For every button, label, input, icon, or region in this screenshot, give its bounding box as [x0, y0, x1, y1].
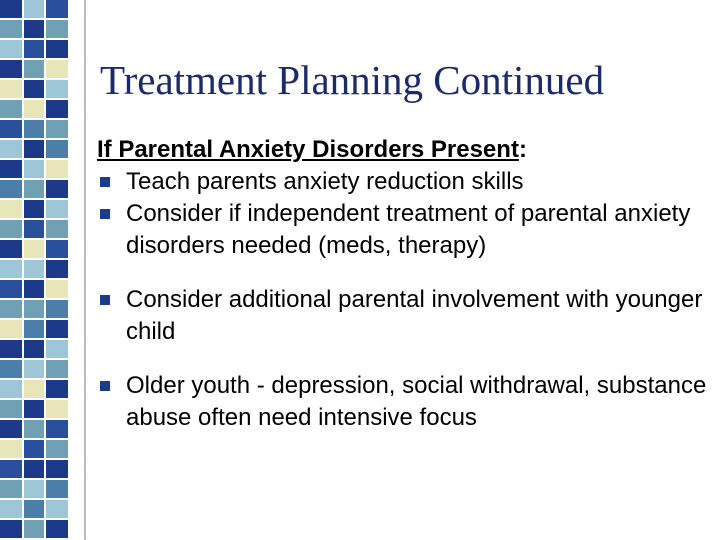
- stripe-cell: [0, 440, 22, 458]
- vertical-divider: [84, 0, 86, 540]
- stripe-cell: [24, 420, 44, 438]
- stripe-cell: [0, 280, 22, 298]
- spacer: [97, 262, 707, 284]
- stripe-cell: [24, 240, 44, 258]
- bullet-item: [97, 370, 707, 434]
- stripe-cell: [24, 320, 44, 338]
- stripe-cell: [46, 400, 68, 418]
- stripe-cell: [46, 60, 68, 78]
- bullet-item: [97, 198, 707, 262]
- stripe-cell: [0, 80, 22, 98]
- stripe-cell: [0, 320, 22, 338]
- stripe-cell: [24, 360, 44, 378]
- stripe-cell: [24, 340, 44, 358]
- stripe-cell: [24, 380, 44, 398]
- stripe-cell: [46, 100, 68, 118]
- stripe-cell: [24, 460, 44, 478]
- stripe-cell: [0, 200, 22, 218]
- stripe-column: [46, 0, 68, 540]
- stripe-cell: [46, 460, 68, 478]
- stripe-cell: [46, 0, 68, 18]
- stripe-cell: [0, 20, 22, 38]
- stripe-cell: [46, 180, 68, 198]
- stripe-cell: [24, 160, 44, 178]
- bullet-text: Consider if independent treatment of parental anxiety disorders needed (meds, therapy): [126, 200, 691, 259]
- square-bullet-icon: [100, 177, 110, 187]
- square-bullet-icon: [100, 209, 110, 219]
- stripe-cell: [0, 240, 22, 258]
- stripe-cell: [24, 300, 44, 318]
- stripe-cell: [24, 180, 44, 198]
- square-bullet-icon: [100, 295, 110, 305]
- stripe-cell: [24, 100, 44, 118]
- stripe-cell: [0, 460, 22, 478]
- stripe-cell: [46, 440, 68, 458]
- stripe-cell: [46, 380, 68, 398]
- subheading-colon: :: [518, 136, 527, 163]
- stripe-cell: [46, 420, 68, 438]
- stripe-cell: [0, 40, 22, 58]
- stripe-cell: [24, 20, 44, 38]
- stripe-cell: [24, 140, 44, 158]
- square-bullet-icon: [100, 381, 110, 391]
- stripe-cell: [0, 60, 22, 78]
- bullet-text: Older youth - depression, social withdrawal, substance abuse often need intensive focus: [126, 372, 707, 431]
- stripe-cell: [0, 120, 22, 138]
- stripe-cell: [46, 160, 68, 178]
- bullet-text: Teach parents anxiety reduction skills: [126, 168, 524, 195]
- stripe-cell: [46, 40, 68, 58]
- slide-content: [97, 134, 707, 434]
- stripe-cell: [46, 280, 68, 298]
- stripe-cell: [0, 220, 22, 238]
- stripe-cell: [46, 360, 68, 378]
- stripe-cell: [0, 500, 22, 518]
- subheading: [97, 134, 707, 166]
- stripe-cell: [0, 300, 22, 318]
- stripe-cell: [24, 260, 44, 278]
- stripe-cell: [0, 400, 22, 418]
- stripe-cell: [24, 0, 44, 18]
- stripe-cell: [0, 100, 22, 118]
- stripe-cell: [0, 380, 22, 398]
- stripe-cell: [0, 360, 22, 378]
- stripe-cell: [24, 480, 44, 498]
- stripe-cell: [46, 260, 68, 278]
- stripe-cell: [24, 440, 44, 458]
- subheading-text: If Parental Anxiety Disorders Present: [97, 136, 519, 163]
- stripe-cell: [46, 80, 68, 98]
- bullet-item: [97, 284, 707, 348]
- stripe-cell: [24, 80, 44, 98]
- stripe-cell: [46, 340, 68, 358]
- stripe-cell: [24, 60, 44, 78]
- stripe-cell: [46, 120, 68, 138]
- stripe-cell: [0, 180, 22, 198]
- stripe-cell: [0, 480, 22, 498]
- stripe-cell: [46, 520, 68, 538]
- spacer: [97, 348, 707, 370]
- stripe-cell: [46, 320, 68, 338]
- stripe-cell: [0, 140, 22, 158]
- decorative-stripe-bar: [0, 0, 70, 540]
- stripe-cell: [46, 20, 68, 38]
- stripe-cell: [24, 400, 44, 418]
- stripe-cell: [0, 340, 22, 358]
- slide-title: Treatment Planning Continued: [100, 57, 605, 103]
- stripe-cell: [0, 0, 22, 18]
- stripe-cell: [46, 140, 68, 158]
- stripe-cell: [46, 220, 68, 238]
- stripe-cell: [24, 500, 44, 518]
- stripe-cell: [24, 40, 44, 58]
- stripe-cell: [46, 480, 68, 498]
- stripe-cell: [0, 520, 22, 538]
- stripe-cell: [46, 240, 68, 258]
- stripe-cell: [0, 420, 22, 438]
- stripe-cell: [24, 520, 44, 538]
- stripe-cell: [46, 500, 68, 518]
- stripe-column: [24, 0, 44, 540]
- stripe-cell: [24, 120, 44, 138]
- stripe-cell: [46, 200, 68, 218]
- stripe-cell: [0, 160, 22, 178]
- stripe-cell: [0, 260, 22, 278]
- stripe-cell: [24, 280, 44, 298]
- stripe-cell: [24, 200, 44, 218]
- bullet-item: [97, 166, 707, 198]
- stripe-cell: [24, 220, 44, 238]
- stripe-column: [0, 0, 22, 540]
- stripe-cell: [46, 300, 68, 318]
- bullet-text: Consider additional parental involvement with younger child: [126, 286, 703, 345]
